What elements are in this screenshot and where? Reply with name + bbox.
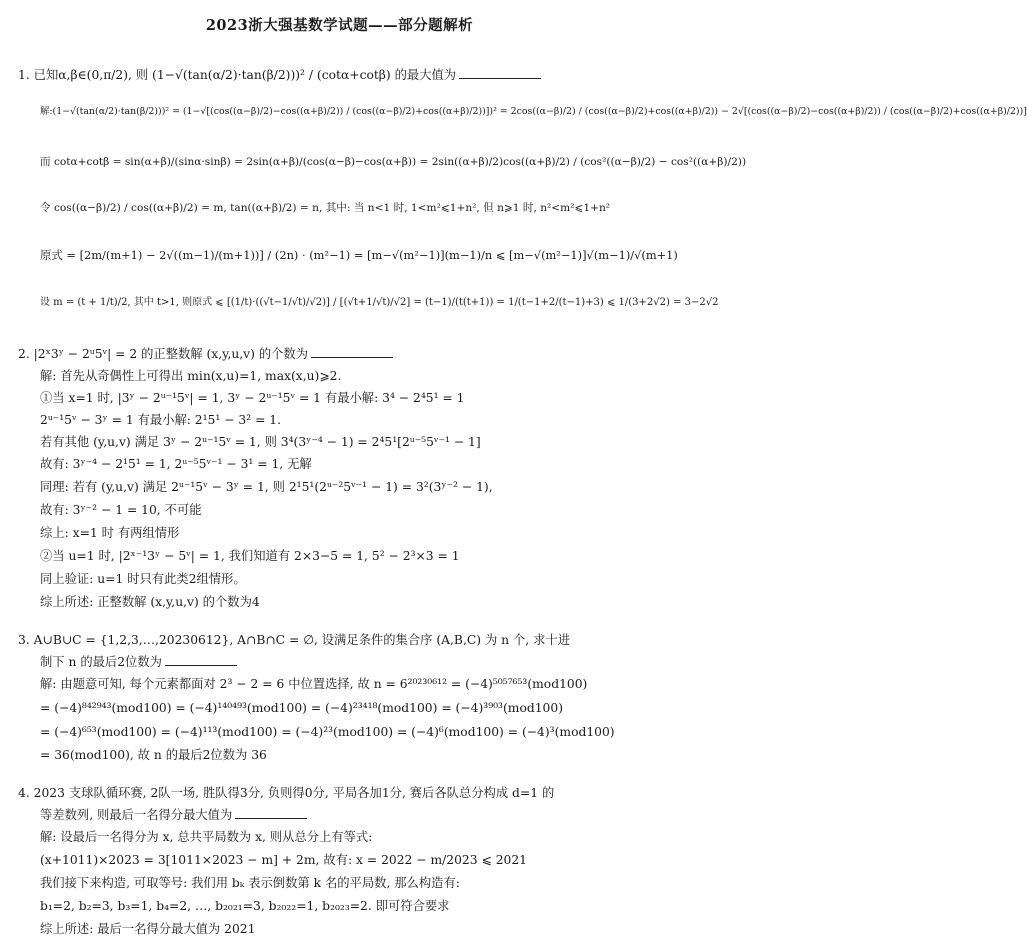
problem-2-line-4: 若有其他 (y,u,v) 满足 3ʸ − 2ᵘ⁻¹5ᵛ = 1, 则 3⁴(3ʸ⁻⁴ − 1) = 2⁴5¹[2ᵘ⁻⁵5ᵛ⁻¹ − 1]	[40, 435, 481, 449]
problem-2-line-11: 综上所述: 正整数解 (x,y,u,v) 的个数为4	[40, 595, 260, 609]
problem-2-line-8: 综上: x=1 时 有两组情形	[40, 526, 180, 540]
problem-3-line-2: = (−4)⁸⁴²⁹⁴³(mod100) = (−4)¹⁴⁰⁴⁹³(mod100) = (−4)²³⁴¹⁸(mod100) = (−4)³⁹⁰³(mod100)	[40, 701, 563, 715]
problem-4-line-2: (x+1011)×2023 = 3[1011×2023 − m] + 2m, 故有: x = 2022 − m/2023 ⩽ 2021	[40, 853, 527, 867]
problem-2-line-10: 同上验证: u=1 时只有此类2组情形。	[40, 572, 246, 586]
answer-blank	[165, 664, 237, 666]
problem-3-line-4: = 36(mod100), 故 n 的最后2位数为 36	[40, 748, 267, 762]
problem-3-line-3: = (−4)⁶⁵³(mod100) = (−4)¹¹³(mod100) = (−4)²³(mod100) = (−4)⁶(mod100) = (−4)³(mod100)	[40, 725, 615, 739]
problem-1-line-5: 设 m = (t + 1/t)/2, 其中 t>1, 则原式 ⩽ [(1/t)·((√t−1/√t)/√2)] / [(√t+1/√t)/√2] = (t−1)/(t(t+1)) = 1/(t−1+2/(t−1)+3) ⩽ 1/(3+2√2) = 3−2√2	[40, 297, 719, 308]
problem-4-line-1: 解: 设最后一名得分为 x, 总共平局数为 x, 则从总分上有等式:	[40, 830, 373, 844]
problem-2-line-5: 故有: 3ʸ⁻⁴ − 2¹5¹ = 1, 2ᵘ⁻⁵5ᵛ⁻¹ − 3¹ = 1, 无解	[40, 457, 312, 471]
problem-2-line-9: ②当 u=1 时, |2ˣ⁻¹3ʸ − 5ᵛ| = 1, 我们知道有 2×3−5 = 1, 5² − 2³×3 = 1	[40, 549, 460, 563]
problem-3-line-1: 解: 由题意可知, 每个元素都面对 2³ − 2 = 6 中位置选择, 故 n = 6²⁰²³⁰⁶¹² = (−4)⁵⁰⁵⁷⁶⁵³(mod100)	[40, 677, 588, 691]
answer-blank	[235, 817, 307, 819]
problem-1-line-3: 令 cos((α−β)/2) / cos((α+β)/2) = m, tan((α+β)/2) = n, 其中: 当 n<1 时, 1<m²⩽1+n², 但 n⩾1 时, n²<m²⩽1+n²	[40, 202, 611, 214]
document-title: 2023浙大强基数学试题——部分题解析	[205, 17, 474, 34]
problem-2-line-2: ①当 x=1 时, |3ʸ − 2ᵘ⁻¹5ᵛ| = 1, 3ʸ − 2ᵘ⁻¹5ᵛ = 1 有最小解: 3⁴ − 2⁴5¹ = 1	[40, 391, 465, 405]
problem-4-line-5: 综上所述: 最后一名得分最大值为 2021	[40, 922, 256, 936]
problem-2-line-7: 故有: 3ʸ⁻² − 1 = 10, 不可能	[40, 503, 202, 517]
problem-4-line-4: b₁=2, b₂=3, b₃=1, b₄=2, …, b₂₀₂₁=3, b₂₀₂₂=1, b₂₀₂₃=2. 即可符合要求	[40, 899, 450, 913]
problem-3-question-cont: 制下 n 的最后2位数为	[40, 653, 237, 671]
problem-2-question: 2. |2ˣ3ʸ − 2ᵘ5ᵛ| = 2 的正整数解 (x,y,u,v) 的个数为	[18, 345, 393, 363]
problem-2-line-6: 同理: 若有 (y,u,v) 满足 2ᵘ⁻¹5ᵛ − 3ʸ = 1, 则 2¹5¹(2ᵘ⁻²5ᵛ⁻¹ − 1) = 3²(3ʸ⁻² − 1),	[40, 480, 493, 494]
problem-1-line-4: 原式 = [2m/(m+1) − 2√((m−1)/(m+1))] / (2n) · (m²−1) = [m−√(m²−1)](m−1)/n ⩽ [m−√(m²−1)]√(m−1)/√(m+1)	[40, 248, 678, 262]
problem-2-line-1: 解: 首先从奇偶性上可得出 min(x,u)=1, max(x,u)⩾2.	[40, 369, 342, 383]
problem-1-line-2: 而 cotα+cotβ = sin(α+β)/(sinα·sinβ) = 2sin(α+β)/(cos(α−β)−cos(α+β)) = 2sin((α+β)/2)cos((α+β)/2) / (cos²((α−β)/2) − cos²((α+β)/2))	[40, 156, 747, 168]
problem-1-question: 1. 已知α,β∈(0,π/2), 则 (1−√(tan(α/2)·tan(β/2)))² / (cotα+cotβ) 的最大值为	[18, 66, 541, 84]
problem-1-line-1: 解:(1−√(tan(α/2)·tan(β/2)))² = (1−√[(cos((α−β)/2)−cos((α+β)/2)) / (cos((α−β)/2)+cos((α+β)/2))])² = 2cos((α−β)/2) / (cos((α−β)/2)+cos((α+β)/2)) − 2√[(cos((α−β)/2)−cos((α+β)/2)) / (cos((α−β)/2)+cos((α+β)/2))]	[40, 106, 1027, 117]
problem-4-question: 4. 2023 支球队循环赛, 2队一场, 胜队得3分, 负则得0分, 平局各加1分, 赛后各队总分构成 d=1 的	[18, 786, 555, 800]
answer-blank	[459, 77, 541, 79]
problem-4-question-cont: 等差数列, 则最后一名得分最大值为	[40, 806, 307, 824]
problem-4-line-3: 我们接下来构造, 可取等号: 我们用 bₖ 表示倒数第 k 名的平局数, 那么构造有:	[40, 876, 460, 890]
problem-2-line-3: 2ᵘ⁻¹5ᵛ − 3ʸ = 1 有最小解: 2¹5¹ − 3² = 1.	[40, 413, 282, 427]
problem-3-question: 3. A∪B∪C = {1,2,3,…,20230612}, A∩B∩C = ∅, 设满足条件的集合序 (A,B,C) 为 n 个, 求十进	[18, 633, 571, 647]
answer-blank	[311, 356, 393, 358]
